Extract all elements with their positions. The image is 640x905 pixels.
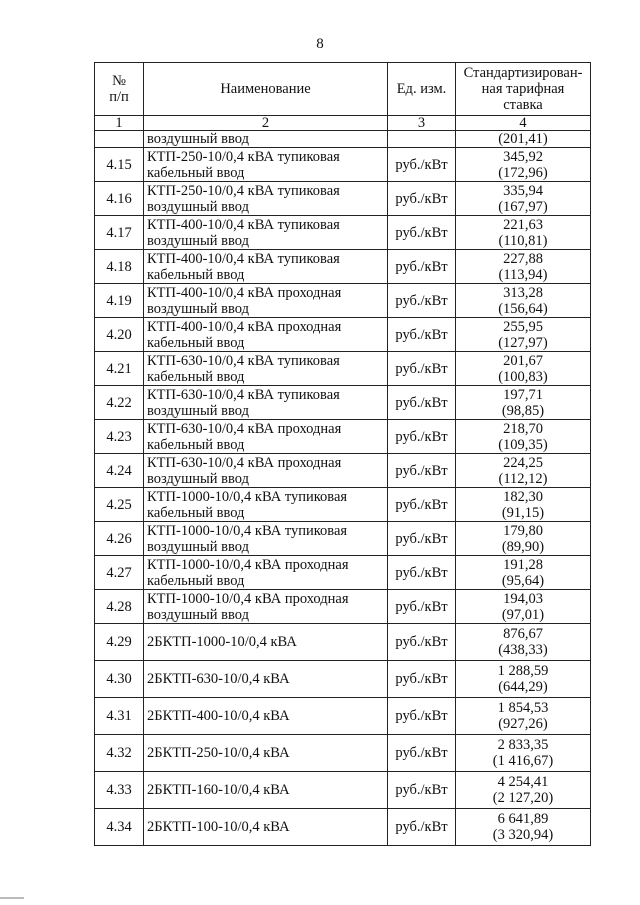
row-name <box>144 352 388 386</box>
row-number: 4.24 <box>95 454 144 488</box>
rate-value: 182,30 <box>503 488 543 505</box>
row-rate <box>456 590 591 624</box>
table-row <box>95 284 591 318</box>
rate-value: 194,03 <box>503 590 543 607</box>
rate-value-alt: (97,01) <box>501 606 545 623</box>
rate-value: 335,94 <box>503 182 543 199</box>
row-number: 4.34 <box>95 809 144 846</box>
row-unit: руб./кВт <box>388 182 456 216</box>
rate-value: 876,67 <box>503 626 543 642</box>
rate-value-alt: (1 416,67) <box>492 753 554 769</box>
row-name-line: кабельный ввод <box>147 164 245 181</box>
row-unit: руб./кВт <box>388 488 456 522</box>
header-number: № п/п <box>95 63 144 116</box>
table-row <box>95 182 591 216</box>
row-unit: руб./кВт <box>388 250 456 284</box>
row-name <box>144 216 388 250</box>
row-number: 4.18 <box>95 250 144 284</box>
row-unit: руб./кВт <box>388 420 456 454</box>
column-index: 4 <box>456 116 591 131</box>
column-index: 1 <box>95 116 144 131</box>
rate-value: 4 254,41 <box>497 774 549 790</box>
row-unit: руб./кВт <box>388 148 456 182</box>
row-unit: руб./кВт <box>388 454 456 488</box>
row-rate <box>456 318 591 352</box>
rate-value: 345,92 <box>503 148 543 165</box>
table-row <box>95 522 591 556</box>
header-rate: Стандартизирован- ная тарифная ставка <box>456 63 591 116</box>
table-row <box>95 590 591 624</box>
row-rate <box>456 809 591 846</box>
table-row <box>95 624 591 661</box>
row-name-line: кабельный ввод <box>147 334 245 351</box>
row-name-line: воздушный ввод <box>147 538 249 555</box>
rate-value-alt: (89,90) <box>501 538 545 555</box>
rate-value: 255,95 <box>503 318 543 335</box>
row-unit: руб./кВт <box>388 661 456 698</box>
page-number: 8 <box>316 36 324 52</box>
rate-value-alt: (113,94) <box>498 266 548 283</box>
column-index: 2 <box>144 116 388 131</box>
row-number: 4.29 <box>95 624 144 661</box>
table-row <box>95 352 591 386</box>
row-name-line: КТП-400-10/0,4 кВА проходная <box>147 284 342 301</box>
row-unit: руб./кВт <box>388 216 456 250</box>
row-unit: руб./кВт <box>388 352 456 386</box>
rate-value: 179,80 <box>503 522 543 539</box>
row-name <box>144 772 388 809</box>
row-unit: руб./кВт <box>388 698 456 735</box>
row-name-line: КТП-630-10/0,4 кВА проходная <box>147 454 342 471</box>
row-unit: руб./кВт <box>388 624 456 661</box>
row-rate <box>456 420 591 454</box>
row-name-line: 2БКТП-100-10/0,4 кВА <box>147 819 290 835</box>
row-name-line: КТП-250-10/0,4 кВА тупиковая <box>147 182 340 199</box>
row-name-line: КТП-630-10/0,4 кВА тупиковая <box>147 386 340 403</box>
row-number: 4.15 <box>95 148 144 182</box>
row-name <box>144 698 388 735</box>
row-name-line: воздушный ввод <box>147 232 249 249</box>
row-name-line: КТП-1000-10/0,4 кВА тупиковая <box>147 488 348 505</box>
table-row <box>95 735 591 772</box>
scan-mark <box>0 897 24 899</box>
row-number: 4.25 <box>95 488 144 522</box>
row-name: воздушный ввод <box>144 131 388 148</box>
row-name <box>144 624 388 661</box>
row-name-line: КТП-400-10/0,4 кВА тупиковая <box>147 216 340 233</box>
rate-value: 2 833,35 <box>497 737 549 753</box>
rate-value: 201,67 <box>503 352 543 369</box>
row-rate <box>456 454 591 488</box>
row-unit: руб./кВт <box>388 522 456 556</box>
row-name <box>144 522 388 556</box>
row-name-line: воздушный ввод <box>147 198 249 215</box>
row-name-line: 2БКТП-1000-10/0,4 кВА <box>147 634 297 650</box>
row-name-line: воздушный ввод <box>147 402 249 419</box>
rate-value: 224,25 <box>503 454 543 471</box>
rate-value: 6 641,89 <box>497 811 549 827</box>
table-row <box>95 488 591 522</box>
row-name-line: кабельный ввод <box>147 436 245 453</box>
rate-value: 1 288,59 <box>497 663 549 679</box>
header-unit: Ед. изм. <box>388 63 456 116</box>
row-name-line: КТП-1000-10/0,4 кВА тупиковая <box>147 522 348 539</box>
row-name-line: 2БКТП-250-10/0,4 кВА <box>147 745 290 761</box>
row-number: 4.27 <box>95 556 144 590</box>
rate-value-alt: (98,85) <box>501 402 545 419</box>
row-name-line: кабельный ввод <box>147 572 245 589</box>
row-number: 4.32 <box>95 735 144 772</box>
row-name <box>144 590 388 624</box>
row-name <box>144 735 388 772</box>
row-name <box>144 386 388 420</box>
rate-value: 191,28 <box>503 556 543 573</box>
row-rate <box>456 352 591 386</box>
row-name <box>144 556 388 590</box>
row-name-line: КТП-630-10/0,4 кВА проходная <box>147 420 342 437</box>
row-number: 4.33 <box>95 772 144 809</box>
rate-value: 218,70 <box>503 420 543 437</box>
row-name <box>144 148 388 182</box>
row-unit: руб./кВт <box>388 318 456 352</box>
row-rate <box>456 386 591 420</box>
row-name-line: кабельный ввод <box>147 368 245 385</box>
rate-value-alt: (3 320,94) <box>492 827 554 843</box>
row-number: 4.30 <box>95 661 144 698</box>
row-unit: руб./кВт <box>388 772 456 809</box>
rate-value-alt: (109,35) <box>498 436 548 453</box>
row-name-line: КТП-1000-10/0,4 кВА проходная <box>147 556 349 573</box>
rate-value-alt: (927,26) <box>498 716 548 732</box>
row-number: 4.28 <box>95 590 144 624</box>
rate-value-alt: (172,96) <box>498 164 548 181</box>
rate-value: 221,63 <box>503 216 543 233</box>
row-name <box>144 488 388 522</box>
table-row-continued <box>95 131 591 148</box>
row-number <box>95 131 144 148</box>
table-row <box>95 250 591 284</box>
row-name-line: воздушный ввод <box>147 300 249 317</box>
table-row <box>95 661 591 698</box>
row-name <box>144 809 388 846</box>
row-name <box>144 420 388 454</box>
table-row <box>95 386 591 420</box>
row-rate <box>456 250 591 284</box>
row-unit: руб./кВт <box>388 284 456 318</box>
row-unit: руб./кВт <box>388 556 456 590</box>
row-name-line: кабельный ввод <box>147 266 245 283</box>
row-unit: руб./кВт <box>388 809 456 846</box>
rate-value-alt: (100,83) <box>498 368 548 385</box>
row-rate <box>456 624 591 661</box>
row-name-line: 2БКТП-630-10/0,4 кВА <box>147 671 290 687</box>
row-name <box>144 318 388 352</box>
row-number: 4.26 <box>95 522 144 556</box>
table-row <box>95 454 591 488</box>
column-index-row <box>95 116 591 131</box>
row-number: 4.23 <box>95 420 144 454</box>
table-row <box>95 556 591 590</box>
row-name-line: 2БКТП-160-10/0,4 кВА <box>147 782 290 798</box>
row-name-line: кабельный ввод <box>147 504 245 521</box>
row-rate <box>456 216 591 250</box>
row-name <box>144 661 388 698</box>
table-row <box>95 809 591 846</box>
column-index: 3 <box>388 116 456 131</box>
row-rate <box>456 661 591 698</box>
table-row <box>95 420 591 454</box>
table-row <box>95 318 591 352</box>
rate-value-alt: (127,97) <box>498 334 548 351</box>
table-row <box>95 772 591 809</box>
row-number: 4.20 <box>95 318 144 352</box>
table-header-row <box>95 63 591 116</box>
row-name <box>144 250 388 284</box>
row-number: 4.22 <box>95 386 144 420</box>
row-rate <box>456 735 591 772</box>
row-name <box>144 454 388 488</box>
rate-value-alt: (644,29) <box>498 679 548 695</box>
row-rate <box>456 148 591 182</box>
table-row <box>95 698 591 735</box>
row-name-line: воздушный ввод <box>147 606 249 623</box>
row-name-line: 2БКТП-400-10/0,4 кВА <box>147 708 290 724</box>
rate-value: 197,71 <box>503 386 543 403</box>
table-row <box>95 148 591 182</box>
rate-value-alt: (91,15) <box>501 504 545 521</box>
row-name-line: КТП-250-10/0,4 кВА тупиковая <box>147 148 340 165</box>
tariff-table <box>94 62 591 846</box>
row-rate <box>456 522 591 556</box>
row-rate <box>456 698 591 735</box>
row-number: 4.31 <box>95 698 144 735</box>
header-name: Наименование <box>144 63 388 116</box>
row-rate: (201,41) <box>456 131 591 148</box>
row-name-line: КТП-1000-10/0,4 кВА проходная <box>147 590 349 607</box>
row-name-line: КТП-400-10/0,4 кВА проходная <box>147 318 342 335</box>
rate-value: 1 854,53 <box>497 700 549 716</box>
row-name-line: КТП-400-10/0,4 кВА тупиковая <box>147 250 340 267</box>
rate-value-alt: (2 127,20) <box>492 790 554 806</box>
rate-value-alt: (167,97) <box>498 198 548 215</box>
row-number: 4.17 <box>95 216 144 250</box>
row-name-line: КТП-630-10/0,4 кВА тупиковая <box>147 352 340 369</box>
row-rate <box>456 182 591 216</box>
row-rate <box>456 284 591 318</box>
row-rate <box>456 556 591 590</box>
rate-value-alt: (156,64) <box>498 300 548 317</box>
row-number: 4.21 <box>95 352 144 386</box>
row-rate <box>456 488 591 522</box>
table-row <box>95 216 591 250</box>
row-name <box>144 284 388 318</box>
row-unit: руб./кВт <box>388 735 456 772</box>
table-body <box>95 131 591 846</box>
row-number: 4.19 <box>95 284 144 318</box>
rate-value-alt: (112,12) <box>498 470 548 487</box>
row-number: 4.16 <box>95 182 144 216</box>
rate-value: 313,28 <box>503 284 543 301</box>
rate-value-alt: (95,64) <box>501 572 545 589</box>
rate-value-alt: (438,33) <box>498 642 548 658</box>
row-name-line: воздушный ввод <box>147 470 249 487</box>
row-name <box>144 182 388 216</box>
row-unit: руб./кВт <box>388 386 456 420</box>
rate-value: 227,88 <box>503 250 543 267</box>
row-unit <box>388 131 456 148</box>
row-unit: руб./кВт <box>388 590 456 624</box>
row-rate <box>456 772 591 809</box>
rate-value-alt: (110,81) <box>498 232 548 249</box>
